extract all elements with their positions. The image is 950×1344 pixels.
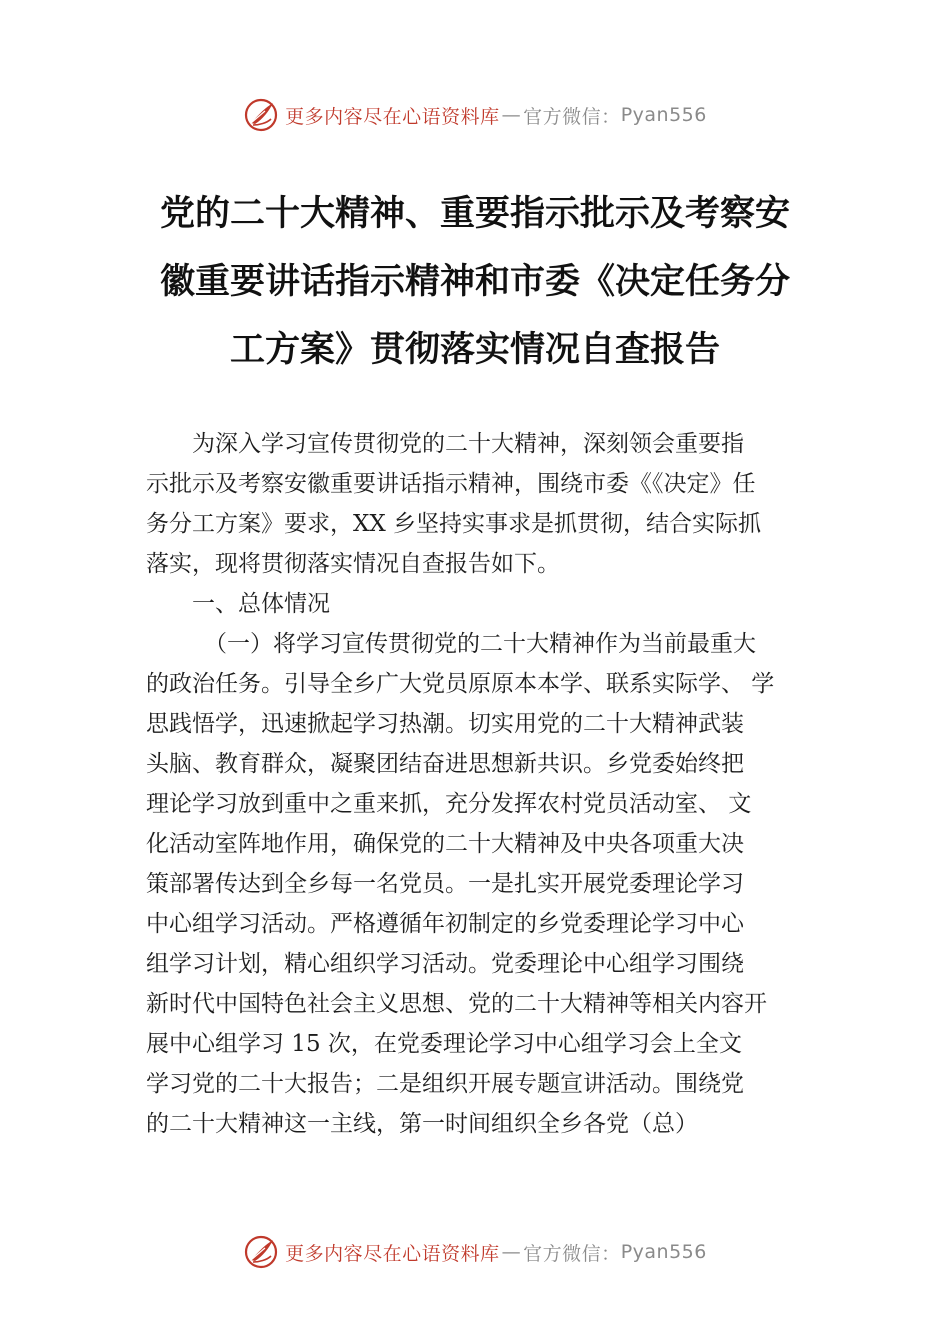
- text-line: 为深入学习宣传贯彻党的二十大精神，深刻领会重要指: [192, 431, 744, 457]
- watermark-account-label: 官方微信：: [523, 105, 621, 128]
- text-line: 思践悟学，迅速掀起学习热潮。切实用党的二十大精神武装: [146, 711, 744, 737]
- text-line: 头脑、教育群众，凝聚团结奋进思想新共识。乡党委始终把: [146, 751, 744, 777]
- watermark-account-id: Pyan556: [620, 1241, 707, 1263]
- watermark-account-label: 官方微信：: [523, 1242, 621, 1265]
- header-watermark: [0, 95, 950, 135]
- text-line: 展中心组学习 15 次，在党委理论学习中心组学习会上全文: [146, 1031, 742, 1057]
- watermark-account-id: Pyan556: [620, 104, 707, 126]
- text-line: 务分工方案》要求，XX 乡坚持实事求是抓贯彻，结合实际抓: [146, 511, 762, 537]
- footer-watermark: [0, 1232, 950, 1272]
- watermark-brand: 更多内容尽在心语资料库: [285, 105, 500, 128]
- document-title: [140, 180, 810, 384]
- section-heading: 一、总体情况: [192, 591, 330, 617]
- subsection-paragraph: [146, 624, 811, 1144]
- text-line: 的二十大精神这一主线，第一时间组织全乡各党（总）: [146, 1111, 698, 1137]
- intro-paragraph: [146, 424, 811, 584]
- text-line: 落实，现将贯彻落实情况自查报告如下。: [146, 551, 560, 577]
- title-line: 徽重要讲话指示精神和市委《决定任务分: [159, 262, 790, 302]
- title-line: 工方案》贯彻落实情况自查报告: [229, 330, 720, 370]
- watermark-text: [285, 1239, 707, 1266]
- feather-logo-icon: [243, 1234, 279, 1270]
- text-line: 理论学习放到重中之重来抓，充分发挥农村党员活动室、 文: [146, 791, 752, 817]
- watermark-brand: 更多内容尽在心语资料库: [285, 1242, 500, 1265]
- text-line: 的政治任务。引导全乡广大党员原原本本学、联系实际学、 学: [146, 671, 775, 697]
- watermark-dash: —: [501, 1241, 522, 1263]
- title-line: 党的二十大精神、重要指示批示及考察安: [159, 194, 790, 234]
- watermark-text: [285, 102, 707, 129]
- watermark-dash: —: [501, 104, 522, 126]
- text-line: 中心组学习活动。严格遵循年初制定的乡党委理论学习中心: [146, 911, 744, 937]
- feather-logo-icon: [243, 97, 279, 133]
- text-line: 示批示及考察安徽重要讲话指示精神，围绕市委《《决定》任: [146, 471, 756, 497]
- text-line: 化活动室阵地作用，确保党的二十大精神及中央各项重大决: [146, 831, 744, 857]
- text-line: 组学习计划，精心组织学习活动。党委理论中心组学习围绕: [146, 951, 744, 977]
- text-line: 策部署传达到全乡每一名党员。一是扎实开展党委理论学习: [146, 871, 744, 897]
- text-line: 学习党的二十大报告；二是组织开展专题宣讲活动。围绕党: [146, 1071, 744, 1097]
- document-body: [146, 424, 811, 1144]
- text-line: （一）将学习宣传贯彻党的二十大精神作为当前最重大: [204, 631, 756, 657]
- text-line: 新时代中国特色社会主义思想、党的二十大精神等相关内容开: [146, 991, 767, 1017]
